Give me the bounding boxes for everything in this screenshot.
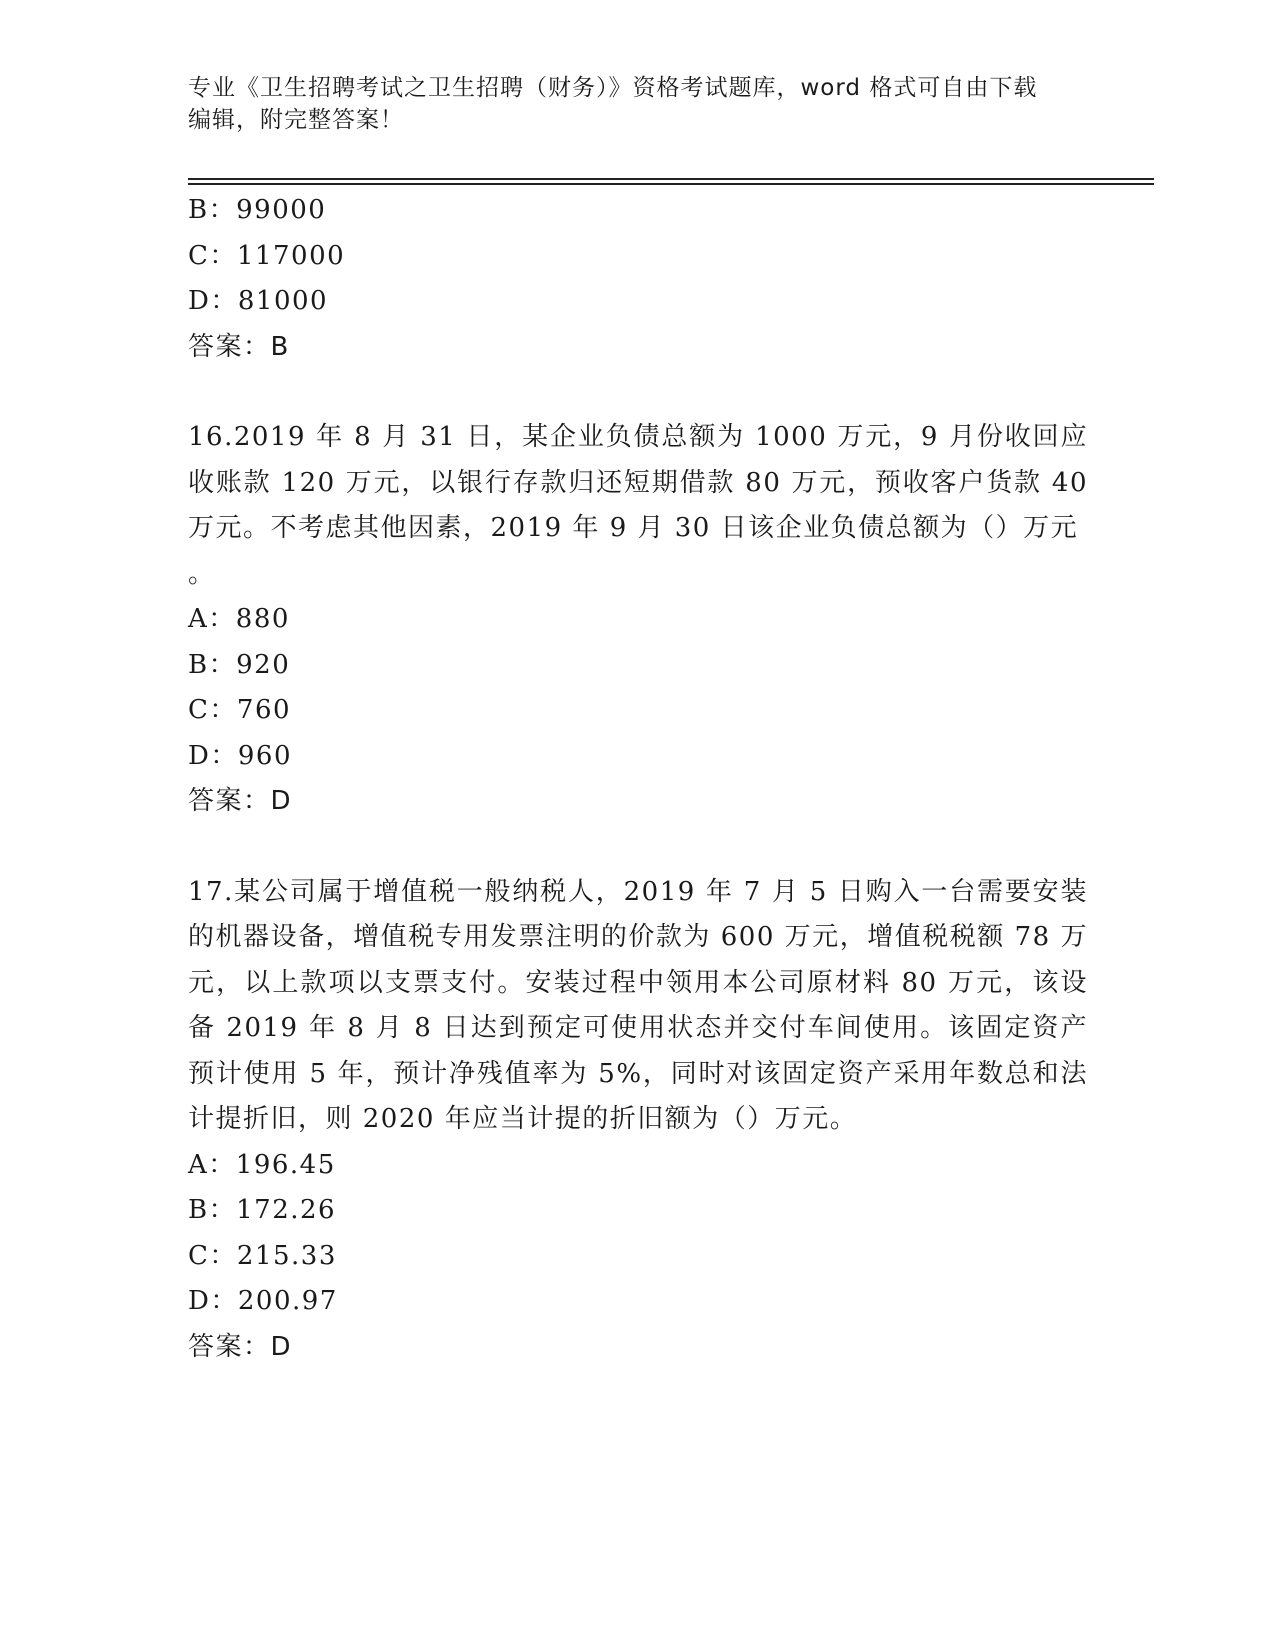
header-line-2: 编辑，附完整答案！ [188,107,404,133]
option-d: D：81000 [188,286,329,316]
previous-question-options [188,188,1088,370]
question-17-text: 17.某公司属于增值税一般纳税人，2019 年 7 月 5 日购入一台需要安装的机器设备，增值税专用发票注明的价款为 600 万元，增值税税额 78 万元，以上款项以支票支付。安装过程中领用本公司原材料 80 万元，该设备 2019 年 8 月 8 日达到预定可使用状态并交付车间使用。该固定资产预计使用 5 年，预计净残值率为 5%，同时对该固定资产采用年数总和法计提折旧，则 2020 年应当计提的折旧额为（）万元。 [188,876,1088,1134]
option-a: A：196.45 [188,1149,336,1180]
option-b: B：172.26 [188,1195,337,1225]
option-b: B：99000 [188,195,327,225]
question-16-text: 16.2019 年 8 月 31 日，某企业负债总额为 1000 万元，9 月份收回应收账款 120 万元，以银行存款归还短期借款 80 万元，预收客户货款 40 万元。不考虑其他因素，2019 年 9 月 30 日该企业负债总额为（）万元 [188,422,1088,543]
header-line-1: 专业《卫生招聘考试之卫生招聘（财务）》资格考试题库，word 格式可自由下载 [188,75,1038,101]
option-a: A：880 [188,604,290,634]
answer-line: 答案：D [188,1331,293,1362]
question-16-tail: 。 [188,558,216,589]
option-c: C：215.33 [188,1240,337,1271]
question-16 [188,415,1088,825]
option-d: D：960 [188,740,292,771]
header-divider-bottom [188,183,1154,185]
header-divider-top [188,178,1154,180]
option-c: C：117000 [188,240,346,271]
question-17 [188,870,1088,1371]
answer-line: 答案：B [188,331,290,362]
option-d: D：200.97 [188,1286,338,1316]
option-c: C：760 [188,695,292,725]
answer-line: 答案：D [188,786,293,816]
document-header [188,72,1088,136]
question-content [188,188,1088,1370]
option-b: B：920 [188,649,291,680]
